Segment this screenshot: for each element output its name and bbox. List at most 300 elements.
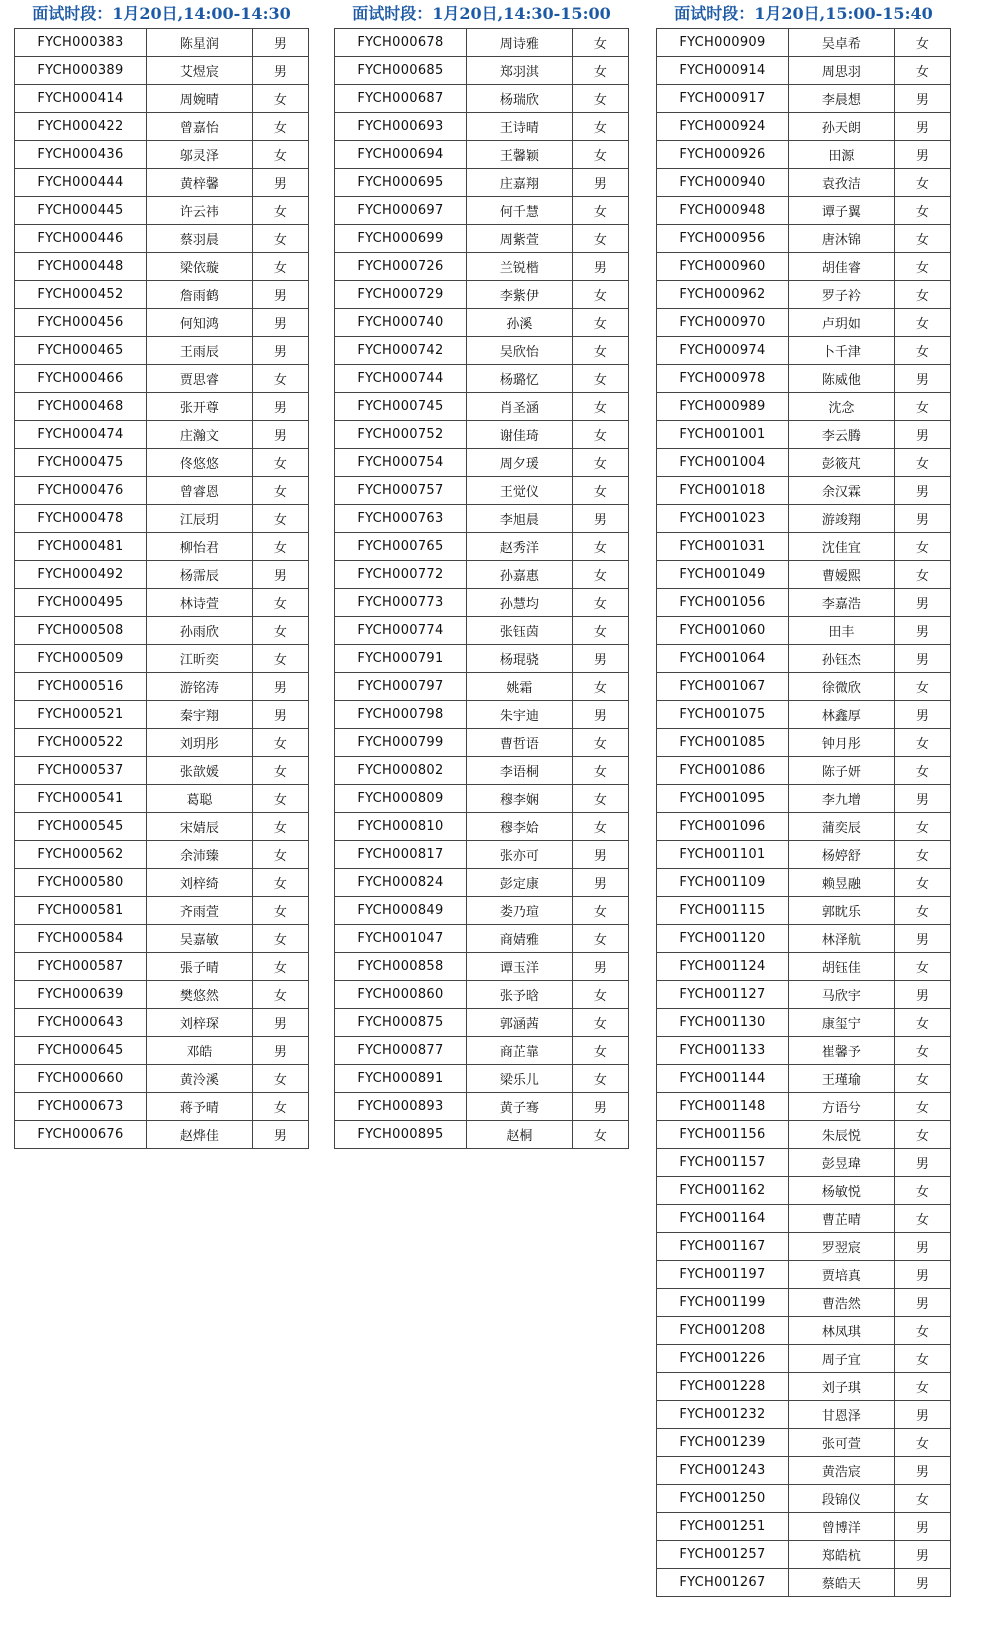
candidate-gender: 男 (894, 1233, 950, 1261)
candidate-gender: 女 (572, 617, 628, 645)
candidate-id: FYCH001047 (335, 925, 467, 953)
candidate-name: 周夕瑗 (466, 449, 572, 477)
candidate-gender: 女 (252, 589, 308, 617)
table-row (657, 309, 951, 337)
table-row (15, 365, 309, 393)
candidate-name: 田丰 (788, 617, 894, 645)
session-title: 面试时段：1月20日,14:30-15:00 (352, 4, 611, 23)
table-row (15, 841, 309, 869)
candidate-gender: 男 (572, 953, 628, 981)
candidate-name: 詹雨鹤 (146, 281, 252, 309)
candidate-name: 彭昱瑋 (788, 1149, 894, 1177)
table-row (335, 253, 629, 281)
candidate-gender: 女 (572, 141, 628, 169)
candidate-name: 商婧雅 (466, 925, 572, 953)
table-row (335, 645, 629, 673)
candidate-id: FYCH000466 (15, 365, 147, 393)
candidate-gender: 女 (572, 85, 628, 113)
candidate-gender: 女 (252, 225, 308, 253)
candidate-gender: 女 (572, 309, 628, 337)
candidate-name: 娄乃瑄 (466, 897, 572, 925)
candidate-id: FYCH001086 (657, 757, 789, 785)
table-row (335, 841, 629, 869)
table-row (335, 673, 629, 701)
candidate-name: 王馨颖 (466, 141, 572, 169)
candidate-name: 穆李姶 (466, 813, 572, 841)
candidate-id: FYCH000580 (15, 869, 147, 897)
candidate-id: FYCH000810 (335, 813, 467, 841)
table-row (335, 365, 629, 393)
candidate-name: 曾嘉怡 (146, 113, 252, 141)
candidate-name: 康玺宁 (788, 1009, 894, 1037)
candidate-id: FYCH001096 (657, 813, 789, 841)
table-row (657, 281, 951, 309)
table-row (657, 337, 951, 365)
candidate-gender: 男 (894, 365, 950, 393)
candidate-name: 朱宇迪 (466, 701, 572, 729)
candidate-gender: 男 (894, 1513, 950, 1541)
candidate-id: FYCH000824 (335, 869, 467, 897)
candidate-id: FYCH000521 (15, 701, 147, 729)
candidate-gender: 女 (894, 1345, 950, 1373)
candidate-gender: 女 (894, 1093, 950, 1121)
table-row (15, 897, 309, 925)
candidate-name: 庄瀚文 (146, 421, 252, 449)
table-row (657, 365, 951, 393)
session-title: 面试时段：1月20日,15:00-15:40 (674, 4, 933, 23)
candidate-name: 李晨想 (788, 85, 894, 113)
candidate-id: FYCH001127 (657, 981, 789, 1009)
candidate-name: 陈威他 (788, 365, 894, 393)
candidate-id: FYCH000693 (335, 113, 467, 141)
candidate-gender: 女 (252, 449, 308, 477)
candidate-gender: 女 (894, 225, 950, 253)
candidate-name: 陈子妍 (788, 757, 894, 785)
table-row (657, 561, 951, 589)
candidate-gender: 女 (252, 729, 308, 757)
candidate-gender: 女 (572, 29, 628, 57)
candidate-name: 赖昱融 (788, 869, 894, 897)
candidate-id: FYCH000745 (335, 393, 467, 421)
candidate-name: 刘梓绮 (146, 869, 252, 897)
candidate-id: FYCH001031 (657, 533, 789, 561)
candidate-id: FYCH001162 (657, 1177, 789, 1205)
table-row (657, 477, 951, 505)
candidate-id: FYCH000893 (335, 1093, 467, 1121)
candidate-name: 许云祎 (146, 197, 252, 225)
candidate-gender: 男 (252, 701, 308, 729)
table-row (335, 1093, 629, 1121)
table-row (657, 813, 951, 841)
candidate-name: 秦宇翔 (146, 701, 252, 729)
candidate-id: FYCH000960 (657, 253, 789, 281)
table-row (15, 1065, 309, 1093)
candidate-name: 吴欣怡 (466, 337, 572, 365)
session-title: 面试时段：1月20日,14:00-14:30 (32, 4, 291, 23)
candidate-gender: 男 (252, 29, 308, 57)
candidate-gender: 男 (252, 1009, 308, 1037)
candidate-name: 王雨辰 (146, 337, 252, 365)
candidate-gender: 男 (894, 421, 950, 449)
candidate-gender: 男 (894, 645, 950, 673)
group-3 (656, 0, 951, 1597)
candidate-name: 邬灵泽 (146, 141, 252, 169)
table-row (335, 29, 629, 57)
table-row (15, 673, 309, 701)
table-row (15, 29, 309, 57)
table-row (335, 925, 629, 953)
candidate-name: 张亦可 (466, 841, 572, 869)
candidate-id: FYCH000757 (335, 477, 467, 505)
candidate-gender: 女 (252, 981, 308, 1009)
candidate-name: 杨瑞欣 (466, 85, 572, 113)
candidate-id: FYCH001115 (657, 897, 789, 925)
candidate-gender: 女 (572, 925, 628, 953)
candidate-gender: 男 (572, 505, 628, 533)
candidate-id: FYCH000809 (335, 785, 467, 813)
candidate-id: FYCH000860 (335, 981, 467, 1009)
table-row (657, 1513, 951, 1541)
candidate-gender: 女 (894, 393, 950, 421)
candidate-gender: 女 (572, 365, 628, 393)
candidate-name: 周思羽 (788, 57, 894, 85)
candidate-id: FYCH000914 (657, 57, 789, 85)
candidate-id: FYCH000877 (335, 1037, 467, 1065)
candidate-id: FYCH000581 (15, 897, 147, 925)
candidate-name: 曾睿恩 (146, 477, 252, 505)
candidate-gender: 男 (252, 309, 308, 337)
table-row (657, 785, 951, 813)
table-row (657, 57, 951, 85)
candidate-id: FYCH000537 (15, 757, 147, 785)
candidate-gender: 女 (252, 869, 308, 897)
candidate-gender: 女 (252, 925, 308, 953)
candidate-id: FYCH001208 (657, 1317, 789, 1345)
candidate-name: 贾培真 (788, 1261, 894, 1289)
candidate-gender: 女 (894, 729, 950, 757)
candidate-id: FYCH000858 (335, 953, 467, 981)
table-row (657, 981, 951, 1009)
table-row (657, 169, 951, 197)
candidate-name: 方语兮 (788, 1093, 894, 1121)
candidate-name: 胡佳睿 (788, 253, 894, 281)
candidate-id: FYCH000989 (657, 393, 789, 421)
candidate-gender: 女 (572, 1037, 628, 1065)
candidate-name: 周婉晴 (146, 85, 252, 113)
candidate-name: 刘玥彤 (146, 729, 252, 757)
candidate-name: 孙雨欣 (146, 617, 252, 645)
table-row (335, 1065, 629, 1093)
candidate-name: 郭眈乐 (788, 897, 894, 925)
candidate-gender: 女 (894, 813, 950, 841)
table-row (15, 113, 309, 141)
candidate-id: FYCH000726 (335, 253, 467, 281)
candidate-id: FYCH000541 (15, 785, 147, 813)
table-row (657, 1065, 951, 1093)
candidate-name: 周诗雅 (466, 29, 572, 57)
candidate-id: FYCH001060 (657, 617, 789, 645)
candidate-id: FYCH001095 (657, 785, 789, 813)
candidate-id: FYCH000974 (657, 337, 789, 365)
candidate-gender: 女 (894, 1177, 950, 1205)
candidate-gender: 男 (252, 393, 308, 421)
candidate-name: 王瑾瑜 (788, 1065, 894, 1093)
candidate-gender: 男 (894, 617, 950, 645)
candidate-gender: 女 (894, 533, 950, 561)
candidate-id: FYCH000562 (15, 841, 147, 869)
candidate-name: 赵桐 (466, 1121, 572, 1149)
candidate-gender: 男 (572, 1093, 628, 1121)
roster-table (656, 28, 951, 1597)
table-row (657, 1317, 951, 1345)
candidate-gender: 女 (252, 85, 308, 113)
candidate-name: 曾博洋 (788, 1513, 894, 1541)
candidate-gender: 女 (894, 953, 950, 981)
table-row (335, 533, 629, 561)
candidate-id: FYCH000685 (335, 57, 467, 85)
candidate-id: FYCH000817 (335, 841, 467, 869)
candidate-gender: 男 (252, 281, 308, 309)
candidate-id: FYCH000481 (15, 533, 147, 561)
candidate-name: 黄浩宸 (788, 1457, 894, 1485)
candidate-name: 贾思睿 (146, 365, 252, 393)
candidate-name: 彭筱芃 (788, 449, 894, 477)
table-row (657, 421, 951, 449)
candidate-id: FYCH000799 (335, 729, 467, 757)
candidate-name: 曹嫒熙 (788, 561, 894, 589)
table-row (657, 589, 951, 617)
candidate-id: FYCH001267 (657, 1569, 789, 1597)
candidate-name: 兰锐楷 (466, 253, 572, 281)
candidate-id: FYCH001243 (657, 1457, 789, 1485)
table-row (335, 757, 629, 785)
table-row (335, 1037, 629, 1065)
candidate-name: 吴嘉敏 (146, 925, 252, 953)
candidate-id: FYCH001157 (657, 1149, 789, 1177)
candidate-gender: 女 (894, 757, 950, 785)
candidate-name: 沈佳宜 (788, 533, 894, 561)
candidate-id: FYCH000774 (335, 617, 467, 645)
candidate-name: 卜千津 (788, 337, 894, 365)
candidate-name: 穆李娴 (466, 785, 572, 813)
candidate-id: FYCH000740 (335, 309, 467, 337)
candidate-name: 马欣宇 (788, 981, 894, 1009)
candidate-gender: 女 (572, 981, 628, 1009)
candidate-gender: 女 (572, 337, 628, 365)
table-row (15, 477, 309, 505)
candidate-id: FYCH000456 (15, 309, 147, 337)
group-1 (14, 0, 309, 1149)
candidate-gender: 男 (894, 141, 950, 169)
candidate-name: 李语桐 (466, 757, 572, 785)
candidate-id: FYCH001018 (657, 477, 789, 505)
candidate-name: 黄梓馨 (146, 169, 252, 197)
candidate-name: 蒲奕辰 (788, 813, 894, 841)
candidate-gender: 女 (572, 1065, 628, 1093)
candidate-id: FYCH001075 (657, 701, 789, 729)
candidate-id: FYCH000772 (335, 561, 467, 589)
candidate-name: 陈星润 (146, 29, 252, 57)
candidate-name: 何千慧 (466, 197, 572, 225)
table-row (335, 393, 629, 421)
table-row (335, 309, 629, 337)
table-row (657, 1177, 951, 1205)
candidate-id: FYCH001085 (657, 729, 789, 757)
table-row (15, 225, 309, 253)
candidate-name: 余沛臻 (146, 841, 252, 869)
table-row (657, 449, 951, 477)
candidate-name: 庄嘉翔 (466, 169, 572, 197)
candidate-gender: 男 (572, 869, 628, 897)
candidate-id: FYCH001133 (657, 1037, 789, 1065)
candidate-gender: 女 (572, 1009, 628, 1037)
candidate-name: 游铭涛 (146, 673, 252, 701)
candidate-id: FYCH000660 (15, 1065, 147, 1093)
candidate-gender: 女 (572, 1121, 628, 1149)
table-row (15, 953, 309, 981)
candidate-id: FYCH000414 (15, 85, 147, 113)
candidate-gender: 女 (894, 1037, 950, 1065)
candidate-id: FYCH001167 (657, 1233, 789, 1261)
table-row (335, 281, 629, 309)
candidate-id: FYCH000587 (15, 953, 147, 981)
candidate-id: FYCH000754 (335, 449, 467, 477)
candidate-name: 孙慧均 (466, 589, 572, 617)
candidate-name: 张开尊 (146, 393, 252, 421)
table-row (335, 897, 629, 925)
candidate-id: FYCH001148 (657, 1093, 789, 1121)
candidate-id: FYCH000978 (657, 365, 789, 393)
candidate-name: 杨婷舒 (788, 841, 894, 869)
table-row (15, 1037, 309, 1065)
candidate-id: FYCH001064 (657, 645, 789, 673)
candidate-name: 刘梓琛 (146, 1009, 252, 1037)
candidate-gender: 男 (572, 841, 628, 869)
candidate-name: 江辰玥 (146, 505, 252, 533)
candidate-id: FYCH001001 (657, 421, 789, 449)
candidate-id: FYCH000697 (335, 197, 467, 225)
candidate-name: 林凤琪 (788, 1317, 894, 1345)
candidate-gender: 男 (894, 1541, 950, 1569)
candidate-name: 赵烨佳 (146, 1121, 252, 1149)
candidate-name: 田源 (788, 141, 894, 169)
candidate-name: 余汉霖 (788, 477, 894, 505)
candidate-gender: 男 (894, 1569, 950, 1597)
candidate-gender: 女 (572, 813, 628, 841)
candidate-id: FYCH000452 (15, 281, 147, 309)
candidate-gender: 女 (894, 1373, 950, 1401)
candidate-id: FYCH000687 (335, 85, 467, 113)
candidate-id: FYCH000940 (657, 169, 789, 197)
candidate-name: 商芷靠 (466, 1037, 572, 1065)
candidate-gender: 女 (252, 505, 308, 533)
candidate-id: FYCH001232 (657, 1401, 789, 1429)
table-row (15, 589, 309, 617)
candidate-gender: 男 (252, 337, 308, 365)
table-row (15, 253, 309, 281)
table-row (335, 225, 629, 253)
candidate-id: FYCH000448 (15, 253, 147, 281)
candidate-id: FYCH001023 (657, 505, 789, 533)
table-row (657, 197, 951, 225)
candidate-gender: 女 (572, 673, 628, 701)
candidate-name: 唐沐锦 (788, 225, 894, 253)
candidate-id: FYCH000765 (335, 533, 467, 561)
table-row (657, 925, 951, 953)
candidate-id: FYCH000895 (335, 1121, 467, 1149)
candidate-id: FYCH000522 (15, 729, 147, 757)
table-row (657, 225, 951, 253)
table-row (15, 1093, 309, 1121)
candidate-id: FYCH000584 (15, 925, 147, 953)
table-row (15, 729, 309, 757)
table-row (15, 85, 309, 113)
candidate-name: 佟悠悠 (146, 449, 252, 477)
table-row (335, 785, 629, 813)
candidate-name: 林鑫厚 (788, 701, 894, 729)
candidate-gender: 男 (252, 1121, 308, 1149)
table-row (15, 337, 309, 365)
table-row (657, 1289, 951, 1317)
table-row (335, 869, 629, 897)
table-row (15, 701, 309, 729)
candidate-gender: 男 (894, 1289, 950, 1317)
candidate-id: FYCH000492 (15, 561, 147, 589)
candidate-name: 艾煜宸 (146, 57, 252, 85)
candidate-name: 江昕奕 (146, 645, 252, 673)
table-row (335, 85, 629, 113)
candidate-gender: 女 (252, 477, 308, 505)
candidate-name: 郑皓杭 (788, 1541, 894, 1569)
candidate-name: 曹芷晴 (788, 1205, 894, 1233)
table-row (15, 785, 309, 813)
candidate-id: FYCH000752 (335, 421, 467, 449)
table-row (657, 897, 951, 925)
candidate-id: FYCH000465 (15, 337, 147, 365)
candidate-name: 何知鸿 (146, 309, 252, 337)
table-row (15, 281, 309, 309)
candidate-gender: 女 (894, 169, 950, 197)
candidate-name: 杨琨骁 (466, 645, 572, 673)
candidate-id: FYCH000509 (15, 645, 147, 673)
table-row (335, 729, 629, 757)
candidate-name: 谭玉洋 (466, 953, 572, 981)
table-row (15, 925, 309, 953)
candidate-gender: 女 (894, 841, 950, 869)
candidate-id: FYCH001164 (657, 1205, 789, 1233)
candidate-gender: 男 (894, 1149, 950, 1177)
candidate-gender: 女 (252, 533, 308, 561)
candidate-name: 李云腾 (788, 421, 894, 449)
table-row (335, 141, 629, 169)
table-row (15, 197, 309, 225)
candidate-id: FYCH000444 (15, 169, 147, 197)
candidate-gender: 女 (252, 1065, 308, 1093)
candidate-gender: 女 (894, 1009, 950, 1037)
table-row (335, 477, 629, 505)
candidate-name: 谭子翼 (788, 197, 894, 225)
candidate-name: 罗子衿 (788, 281, 894, 309)
candidate-name: 张予晗 (466, 981, 572, 1009)
table-row (15, 757, 309, 785)
candidate-name: 曹哲语 (466, 729, 572, 757)
candidate-gender: 女 (252, 253, 308, 281)
candidate-id: FYCH001226 (657, 1345, 789, 1373)
candidate-name: 李紫伊 (466, 281, 572, 309)
candidate-id: FYCH000948 (657, 197, 789, 225)
table-row (657, 85, 951, 113)
candidate-gender: 男 (894, 785, 950, 813)
